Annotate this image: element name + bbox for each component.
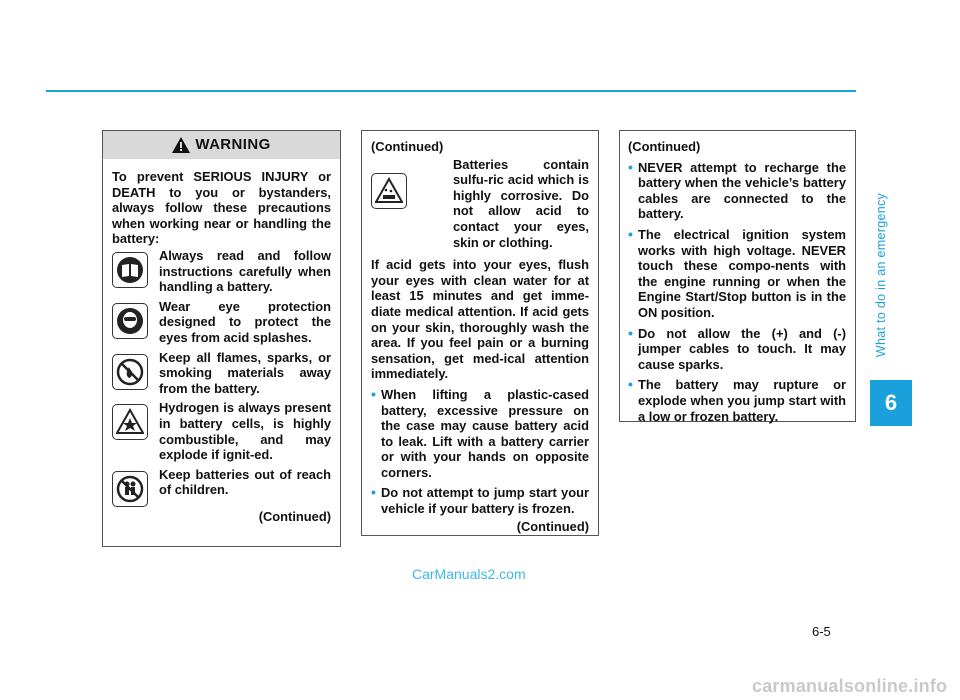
continued-heading: (Continued)	[371, 139, 444, 154]
precaution-item	[112, 248, 331, 298]
warning-triangle-icon	[172, 137, 190, 153]
warning-intro: To prevent SERIOUS INJURY or DEATH to you or bystanders, always follow these precautions when working near or handling the battery:	[112, 169, 331, 247]
precaution-item	[112, 467, 331, 507]
list-item: • The electrical ignition system works with high voltage. NEVER touch these compo-nents with the engine running or when the Engine Start/Stop button is in the ON position.	[628, 225, 846, 320]
list-item: • When lifting a plastic-cased battery, excessive pressure on the case may cause battery acid to leak. Lift with a battery carrier or with your hands on opposite corners.	[371, 385, 589, 480]
chapter-side-label: What to do in an emergency	[874, 192, 888, 358]
watermark-link[interactable]: CarManuals2.com	[412, 566, 526, 582]
precaution-item	[112, 299, 331, 349]
precaution-item	[112, 350, 331, 400]
warning-box-continued	[361, 130, 599, 536]
precaution-item	[371, 157, 589, 254]
warning-box-continued-2	[619, 130, 856, 422]
precaution-item	[112, 400, 331, 465]
list-item: • The battery may rupture or explode when you jump start with a low or frozen battery.	[628, 376, 846, 424]
continued-heading: (Continued)	[628, 139, 701, 154]
no-flames-icon	[112, 354, 148, 390]
warning-header	[103, 131, 340, 159]
list-item: • Do not allow the (+) and (-) jumper cables to touch. It may cause sparks.	[628, 324, 846, 372]
continued-label: (Continued)	[258, 508, 331, 524]
keep-away-children-icon	[112, 471, 148, 507]
list-item: • NEVER attempt to recharge the battery when the vehicle’s battery cables are connected to the battery.	[628, 158, 846, 222]
precaution-text: Hydrogen is always present in battery cells, is highly combustible, and may explode if ignit-ed.	[159, 400, 331, 463]
precaution-text: Batteries contain sulfu-ric acid which is highly corrosive. Do not allow acid to contact your eyes, skin or clothing.	[453, 156, 589, 250]
footer-watermark: carmanualsonline.info	[752, 676, 948, 696]
eye-protection-icon	[112, 303, 148, 339]
precaution-text: Wear eye protection designed to protect the eyes from acid splashes.	[159, 298, 331, 345]
manual-book-icon	[112, 252, 148, 288]
explosion-hazard-icon	[112, 404, 148, 440]
top-rule	[46, 90, 856, 92]
warning-label: WARNING	[195, 136, 271, 154]
precaution-text: Keep batteries out of reach of children.	[159, 466, 331, 498]
chapter-tab: 6	[870, 380, 912, 426]
list-item: • Do not attempt to jump start your vehicle if your battery is frozen.	[371, 484, 589, 517]
continued-label: (Continued)	[516, 518, 589, 534]
precaution-text: Keep all flames, sparks, or smoking materials away from the battery.	[159, 349, 331, 396]
corrosive-acid-icon	[371, 173, 407, 209]
acid-first-aid-paragraph: If acid gets into your eyes, flush your eyes with clean water for at least 15 minutes and get imme-diate medical attention. If acid gets on your skin, thoroughly wash the area. If you feel pain or a burning sensation, get med-ical attention immediately.	[371, 257, 589, 382]
warning-box	[102, 130, 341, 547]
precaution-text: Always read and follow instructions carefully when handling a battery.	[159, 247, 331, 295]
page-number: 6-5	[812, 624, 831, 639]
